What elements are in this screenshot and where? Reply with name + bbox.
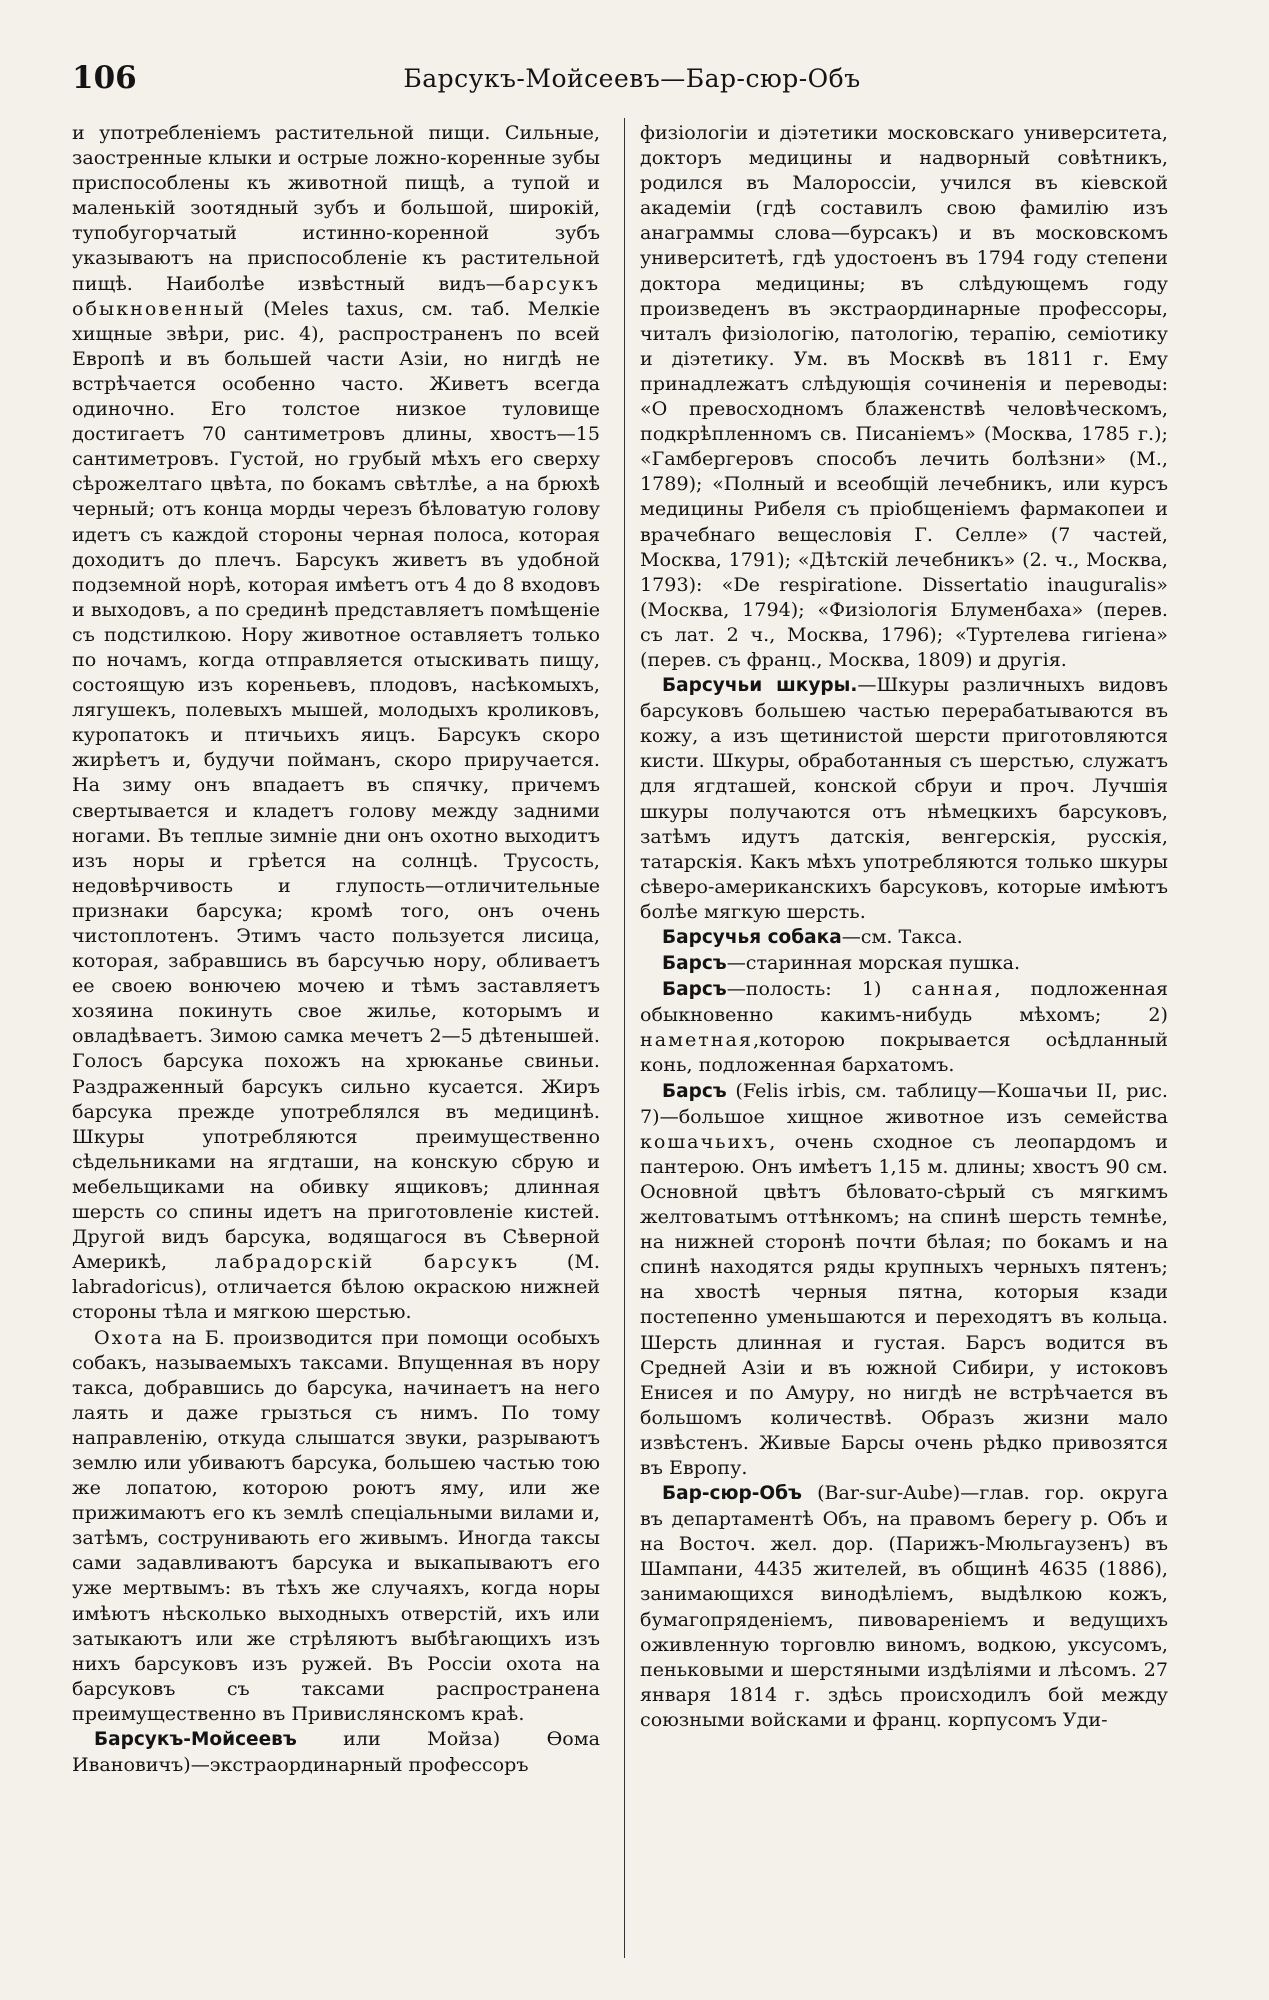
entry (640, 924, 1168, 950)
entry (640, 672, 1168, 924)
spaced-term: наметная (640, 1028, 753, 1052)
entry-text: —см. Такса. (841, 925, 963, 948)
paragraph (72, 1325, 600, 1727)
paragraph (72, 120, 600, 1325)
entry (640, 1078, 1168, 1481)
entry-text: , подложенная обыкновенно какимъ-нибудь мѣхомъ; 2) (640, 977, 1168, 1027)
entry-text: или Мойза) Ѳома Ивановичъ)—экстраординарный профессоръ (72, 1727, 600, 1777)
entry-headword: Барсъ (662, 1080, 727, 1102)
spaced-term: лабрадорскій барсукъ (214, 1250, 520, 1274)
running-head: Барсукъ-Мойсеевъ—Бар-сюр-Объ (403, 64, 861, 93)
page-number: 106 (72, 60, 137, 96)
page-header (72, 60, 1192, 110)
spaced-term: кошачьихъ (640, 1129, 770, 1153)
entry-headword: Барсъ (662, 979, 727, 1001)
spaced-term: Охота (94, 1325, 164, 1349)
entry-headword: Барсукъ-Мойсеевъ (94, 1729, 297, 1750)
left-column (72, 120, 600, 1777)
entry (72, 1726, 600, 1777)
paragraph-text: и употребленіемъ растительной пищи. Сильные, заостренные клыки и острые ложно-коренные зубы приспособлены къ животной пищѣ, а тупой и маленькій зоотядный зубъ и большой, широкій, тупобугорчатый истинно-коренной зубъ указываютъ на приспособленіе къ растительной пищѣ. Наиболѣе извѣстный видъ— (72, 121, 600, 295)
entry-text: (Felis irbis, см. таблицу—Кошачьи II, рис. 7)—большое хищное животное изъ семейства (640, 1078, 1168, 1128)
entry-text: —старинная морская пушка. (726, 951, 1021, 975)
entry-text: —Шкуры различныхъ видовъ барсуковъ большею частью перерабатываются въ кожу, а изъ щетинистой шерсти приготовляются кисти. Шкуры, обработанныя съ шерстью, служатъ для ягдташей, конской сбруи и проч. Лучшія шкуры получаются отъ нѣмецкихъ барсуковъ, затѣмъ идутъ датскія, венгерскія, русскія, татарскія. Какъ мѣхъ употребляются только шкуры сѣверо-американскихъ барсуковъ, которые имѣютъ болѣе мягкую шерсть. (640, 673, 1168, 923)
entry-headword: Барсъ (662, 953, 727, 975)
entry (640, 1480, 1168, 1732)
paragraph-text: на Б. производится при помощи особыхъ собакъ, называемыхъ таксами. Впущенная въ нору такса, добравшись до барсука, начинаетъ на него лаять и даже грызться съ нимъ. По тому направленію, откуда слышатся звуки, разрываютъ землю или убиваютъ барсука, большею частью тою же лопатою, которою роютъ яму, или же прижимаютъ его къ землѣ спеціальными вилами и, затѣмъ, сострунивають его живымъ. Иногда таксы сами задавливаютъ барсука и выкапываютъ его уже мертвымъ: въ тѣхъ же случаяхъ, когда норы имѣютъ нѣсколько выходныхъ отверстій, ихъ или затыкаютъ или же стрѣляютъ выбѣгающихъ изъ нихъ барсуковъ изъ ружей. Въ Россіи охота на барсуковъ съ таксами распространена преимущественно въ Привислянскомъ краѣ. (72, 1325, 600, 1725)
entry-headword: Барсучья собака (662, 927, 842, 948)
paragraph-text: физіологіи и діэтетики московскаго университета, докторъ медицины и надворный совѣтникъ, родился въ Малороссіи, учился въ кіевской академіи (гдѣ составилъ свою фамилію изъ анаграммы слова—бурсакъ) и въ московскомъ университетѣ, гдѣ удостоенъ въ 1794 году степени доктора медицины; въ слѣдующемъ году произведенъ въ экстраординарные профессоры, читалъ физіологію, патологію, терапію, семіотику и діэтетику. Ум. въ Москвѣ въ 1811 г. Ему принадлежатъ слѣдующія сочиненія и переводы: «О превосходномъ блаженствѣ человѣческомъ, подкрѣпленномъ св. Писаніемъ» (Москва, 1785 г.); «Гамбергеровъ способъ лечить болѣзни» (М., 1789); «Полный и всеобщій лечебникъ, или курсъ медицины Рибеля съ пріобщеніемъ фармакопеи и врачебнаго вещесловія Г. Селле» (7 частей, Москва, 1791); «Дѣтскій лечебникъ» (2. ч., Москва, 1793): «De respiratione. Dissertatio inauguralis» (Москва, 1794); «Физіологія Блуменбаха» (перев. съ лат. 2 ч., Москва, 1796); «Туртелева гигіена» (перев. съ франц., Москва, 1809) и другія. (640, 121, 1168, 671)
spaced-term: санная (911, 977, 995, 1001)
paragraph-text: (M. labradoricus), отличается бѣлою окраскою нижней стороны тѣла и мягкою шерстью. (72, 1250, 600, 1324)
entry-text: —полость: 1) (726, 977, 912, 1001)
entry-text: ,которою покрывается осѣдланный конь, подложенная бархатомъ. (640, 1028, 1168, 1077)
entry-headword: Бар-сюр-Объ (662, 1483, 802, 1505)
entry (640, 976, 1168, 1077)
paragraph (640, 120, 1168, 672)
entry (640, 950, 1168, 976)
entry-text: (Bar-sur-Aube)—глав. гор. округа въ департаментѣ Объ, на правомъ берегу р. Объ и на Восточ. жел. дор. (Парижъ-Мюльгаузенъ) въ Шампани, 4435 жителей, въ общинѣ 4635 (1886), занимающихся винодѣліемъ, выдѣлкою кожъ, бумагопряденіемъ, пивовареніемъ и ведущихъ оживленную торговлю виномъ, водкою, уксусомъ, пеньковыми и шерстяными издѣліями и лѣсомъ. 27 января 1814 г. здѣсь происходилъ бой между союзными войсками и франц. корпусомъ Уди- (640, 1481, 1168, 1731)
spaced-term: барсукъ обыкновенный (72, 271, 600, 320)
entry-text: , очень сходное съ леопардомъ и пантерою. Онъ имѣетъ 1,15 м. длины; хвостъ 90 см. Основной цвѣтъ бѣловато-сѣрый съ мягкимъ желтоватымъ оттѣнкомъ; на спинѣ шерсть темнѣе, на нижней сторонѣ почти бѣлая; по бокамъ и на спинѣ находятся ряды крупныхъ черныхъ пятенъ; на хвостѣ черныя пятна, которыя кзади постепенно уменьшаются и переходятъ въ кольца. Шерсть длинная и густая. Барсъ водится въ Средней Азіи и въ южной Сибири, у истоковъ Енисея и по Амуру, но нигдѣ не встрѣчается въ большомъ количествѣ. Образъ жизни мало извѣстенъ. Живые Барсы очень рѣдко привозятся въ Европу. (640, 1129, 1168, 1479)
right-column (640, 120, 1168, 1732)
column-divider (624, 118, 625, 1958)
entry-headword: Барсучьи шкуры. (662, 675, 858, 697)
paragraph-text: (Meles taxus, см. таб. Мелкіе хищные звѣри, рис. 4), распространенъ по всей Европѣ и въ большей части Азіи, но нигдѣ не встрѣчается особенно часто. Живетъ всегда одиночно. Его толстое низкое туловище достигаетъ 70 сантиметровъ длины, хвостъ—15 сантиметровъ. Густой, но грубый мѣхъ его сверху сѣрожелтаго цвѣта, по бокамъ свѣтлѣе, а на брюхѣ черный; отъ конца морды черезъ бѣловатую голову идетъ съ каждой стороны черная полоса, которая доходитъ до плечъ. Барсукъ живетъ въ удобной подземной норѣ, которая имѣетъ отъ 4 до 8 входовъ и выходовъ, а по срединѣ представляетъ помѣщеніе съ подстилкою. Нору животное оставляетъ только по ночамъ, когда отправляется отыскивать пищу, состоящую изъ кореньевъ, плодовъ, насѣкомыхъ, лягушекъ, полевыхъ мышей, молодыхъ кроликовъ, куропатокъ и птичьихъ яицъ. Барсукъ скоро жирѣетъ и, будучи пойманъ, скоро приручается. На зиму онъ впадаетъ въ спячку, причемъ свертывается и кладетъ голову между задними ногами. Въ теплые зимніе дни онъ охотно выходитъ изъ норы и грѣется на солнцѣ. Трусость, недовѣрчивость и глупость—отличительные признаки барсука; кромѣ того, онъ очень чистоплотенъ. Этимъ часто пользуется лисица, которая, забравшись въ барсучью нору, обливаетъ ее своею вонючею мочею и тѣмъ заставляетъ хозяина покинуть свое жилье, которымъ и овладѣваетъ. Зимою самка мечетъ 2—5 дѣтенышей. Голосъ барсука похожъ на хрюканье свиньи. Раздраженный барсукъ сильно кусается. Жиръ барсука прежде употреблялся въ медицинѣ. Шкуры употребляются преимущественно сѣдельниками на ягдташи, на конскую сбрую и мебельщиками на обивку ящиковъ; длинная шерсть со спины идетъ на приготовленіе кистей. Другой видъ барсука, водящагося въ Сѣверной Америкѣ, (72, 296, 600, 1274)
